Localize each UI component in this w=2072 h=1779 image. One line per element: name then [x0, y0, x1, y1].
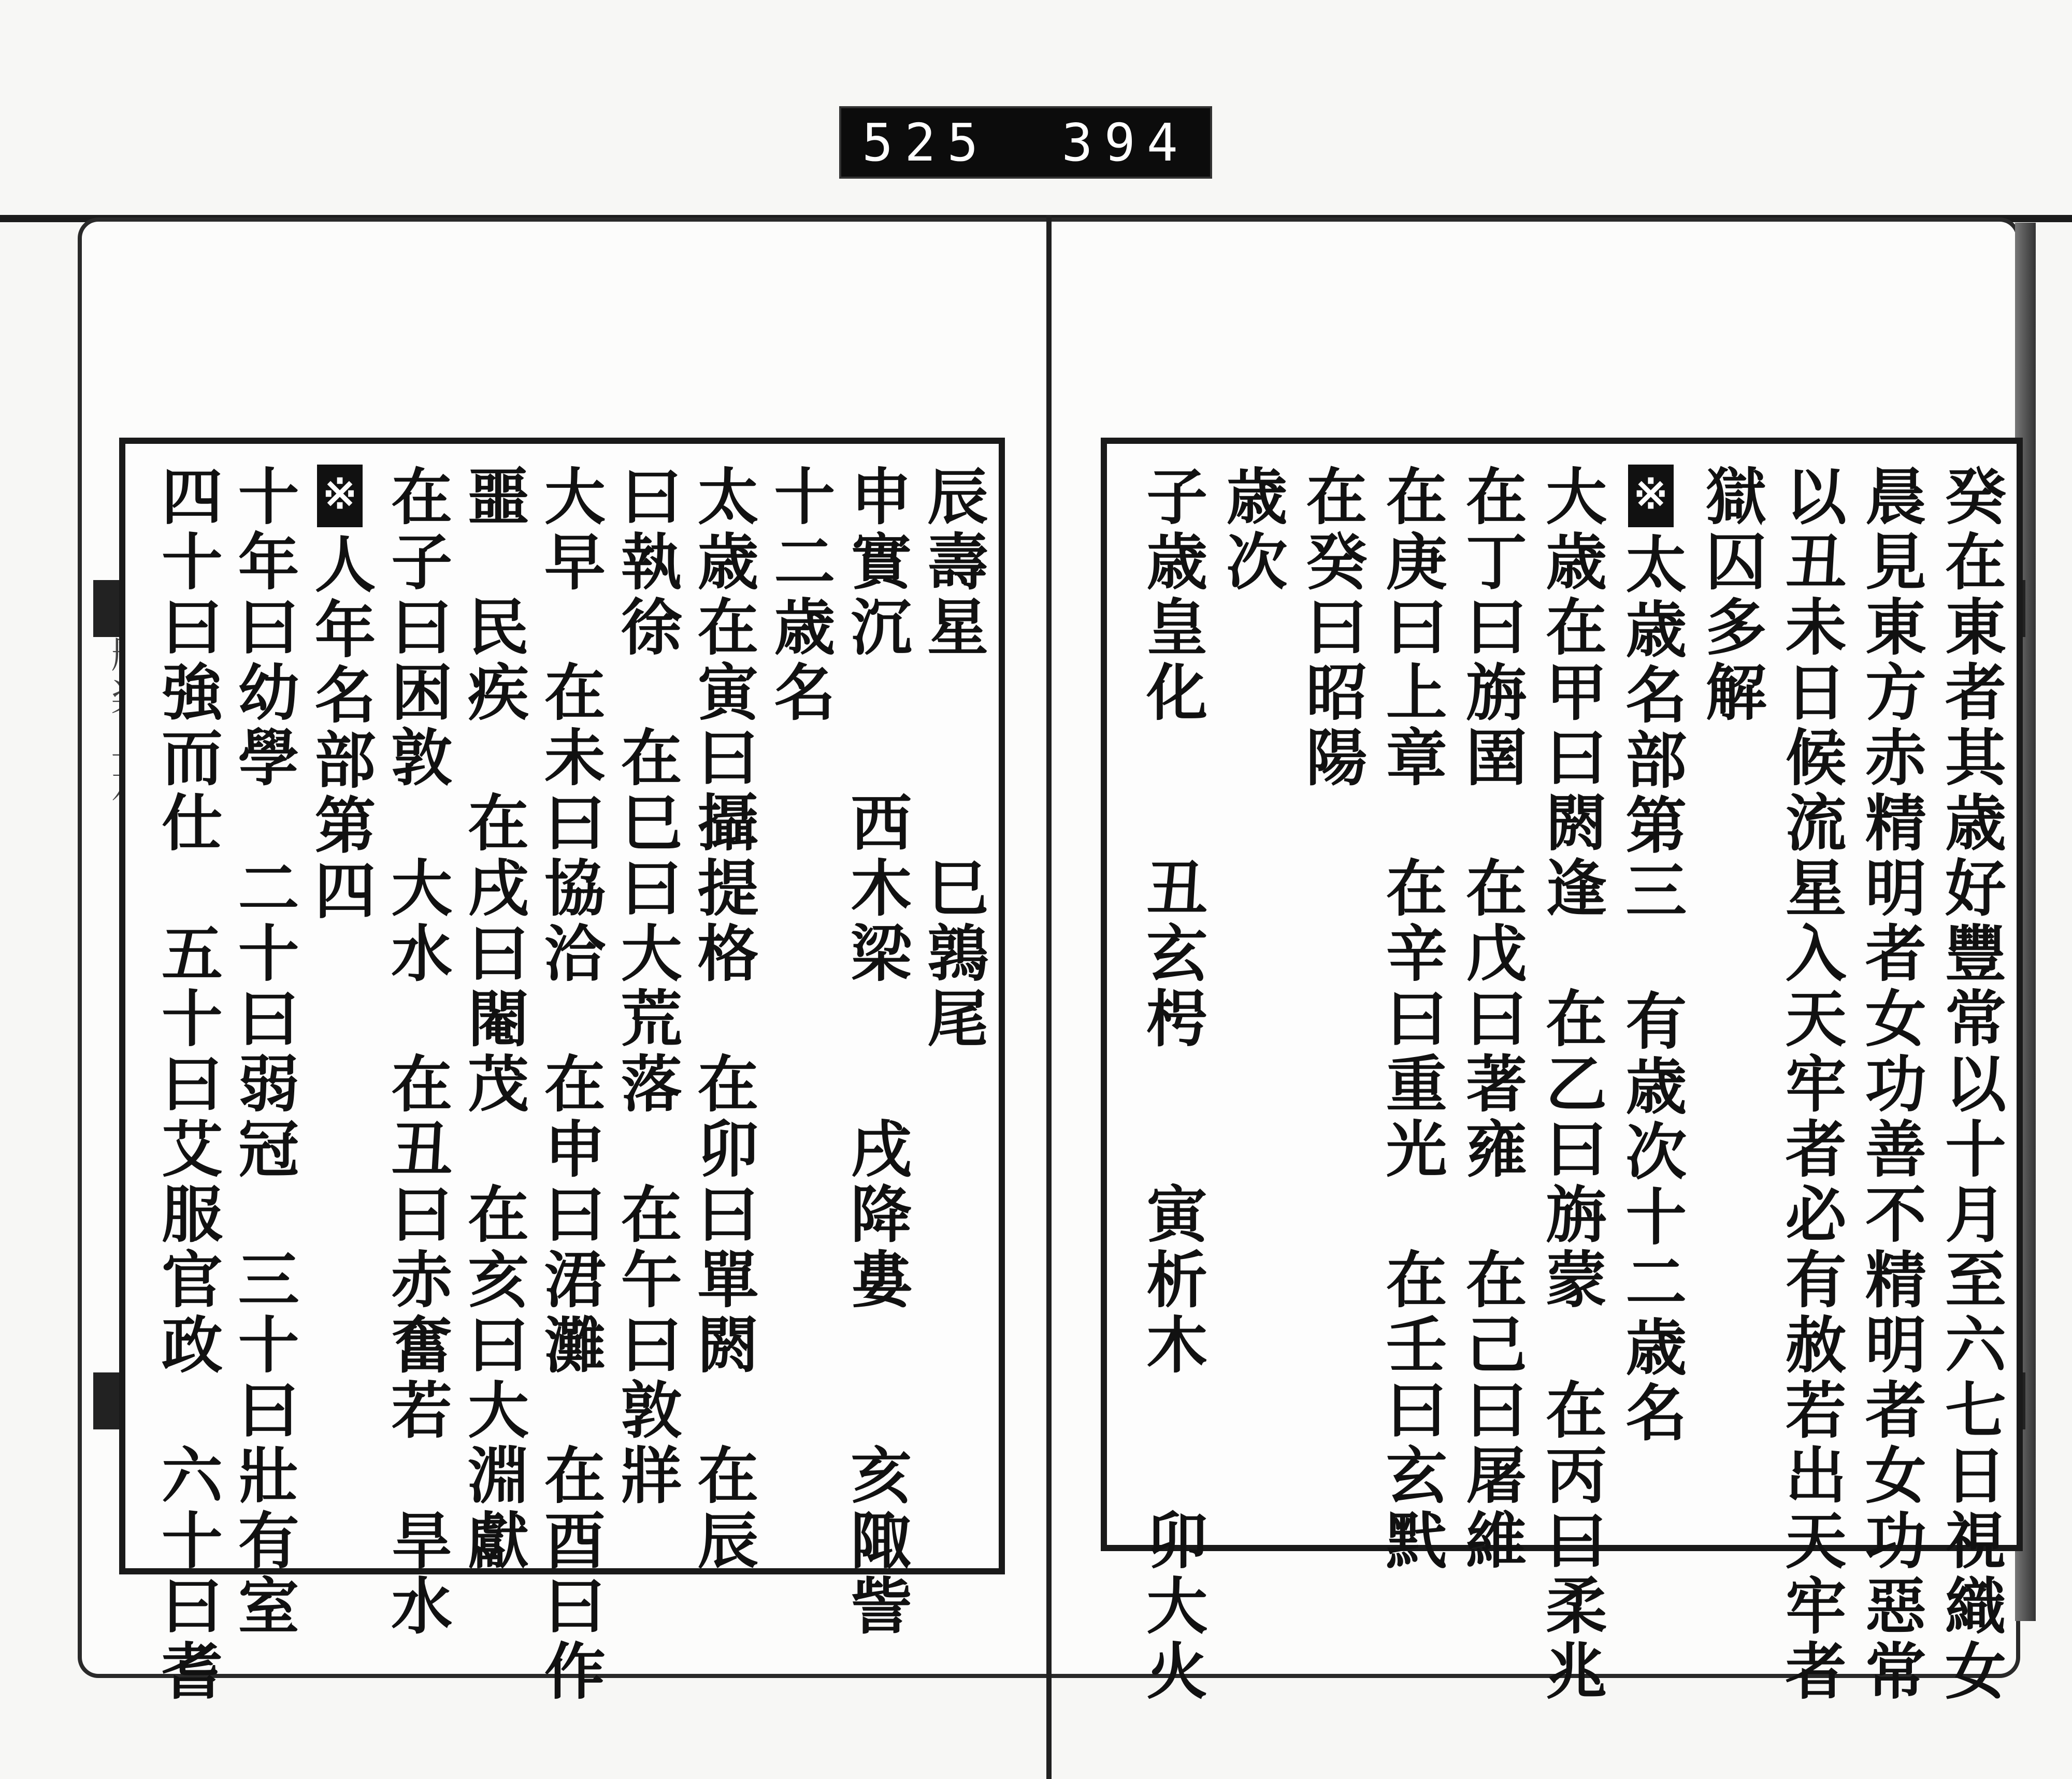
- right-page-column-10: [1216, 465, 1288, 595]
- microfilm-frame-label: [839, 106, 1212, 179]
- left-page-column-text: 辰壽星 巳鶉尾: [917, 465, 989, 1052]
- right-page-column-2: [1854, 465, 1927, 1704]
- right-page-column-8: [1375, 465, 1448, 1574]
- left-page-column-11: [151, 465, 223, 1704]
- right-page-column-text: 歳次: [1216, 465, 1288, 595]
- left-page-column-9: [304, 465, 377, 924]
- left-page-column-text: 在子曰困敦 大水 在丑曰赤奮若 旱水: [381, 465, 453, 1639]
- frame-number-right: 394: [1061, 112, 1189, 173]
- left-page-column-10: [227, 465, 300, 1639]
- right-page-column-text: 在丁曰旃圉 在戊曰著雍 在己曰屠維: [1455, 465, 1528, 1574]
- left-page-column-text: 噩 民疾 在戌曰閹茂 在亥曰大淵獻: [457, 465, 530, 1574]
- right-page-column-text: 太歳名部第三 有歳次十二歳名: [1615, 532, 1688, 1446]
- right-page-column-text: 癸在東者其歳好豐常以十月至六七日視織女: [1935, 465, 2007, 1704]
- left-page-column-text: 大早 在未曰協洽 在申曰涒灘 在酉曰作: [534, 465, 606, 1704]
- right-page-column-text: 獄囚多解: [1695, 465, 1767, 726]
- section-mark-icon: ※: [317, 465, 363, 527]
- left-page-column-text: 四十曰強而仕 五十曰艾服官政 六十曰耆: [151, 465, 223, 1704]
- right-page-column-5: [1615, 465, 1688, 1446]
- book-spine: [1046, 215, 1052, 1779]
- right-page-column-3: [1775, 465, 1847, 1704]
- left-page-column-6: [534, 465, 606, 1704]
- right-page-column-6: [1535, 465, 1608, 1704]
- left-page-column-5: [610, 465, 683, 1509]
- left-page-column-7: [457, 465, 530, 1574]
- right-page: [1101, 438, 2023, 1704]
- right-page-column-11: [1136, 465, 1208, 1704]
- left-page-column-text: 申實沉 西木梁 戌降婁 亥陬訾: [840, 465, 913, 1639]
- left-page-column-3: [764, 465, 836, 726]
- left-page: [119, 438, 1005, 1704]
- right-page-column-text: 晨見東方赤精明者女功善不精明者女功惡常: [1854, 465, 1927, 1704]
- right-page-column-text: 大歳在甲曰閼逢 在乙曰旃蒙 在丙曰柔兆: [1535, 465, 1608, 1704]
- right-page-column-4: [1695, 465, 1767, 726]
- right-page-column-text: 子歳皇化 丑玄枵 寅析木 卯大火: [1136, 465, 1208, 1704]
- right-page-column-1: [1935, 465, 2007, 1704]
- left-page-column-text: 十二歳名: [764, 465, 836, 726]
- frame-number-left: 525: [862, 112, 990, 173]
- left-page-column-text: 人年名部第四: [304, 532, 377, 924]
- left-page-column-2: [840, 465, 913, 1639]
- right-page-column-7: [1455, 465, 1528, 1574]
- left-page-column-text: 曰執徐 在巳曰大荒落 在午曰敦牂: [610, 465, 683, 1509]
- left-page-column-4: [687, 465, 759, 1574]
- left-page-column-text: 太歳在寅曰攝提格 在卯曰單閼 在辰: [687, 465, 759, 1574]
- section-mark-icon: ※: [1628, 465, 1674, 527]
- left-page-column-1: [917, 465, 989, 1052]
- right-page-column-text: 在庚曰上章 在辛曰重光 在壬曰玄黓: [1375, 465, 1448, 1574]
- left-page-column-8: [381, 465, 453, 1639]
- right-page-column-text: 在癸曰昭陽: [1296, 465, 1368, 791]
- left-page-column-text: 十年曰幼學 二十曰弱冠 三十曰壯有室: [227, 465, 300, 1639]
- right-page-column-text: 以丑未日候流星入天牢者必有赦若出天牢者: [1775, 465, 1847, 1704]
- right-page-column-9: [1296, 465, 1368, 791]
